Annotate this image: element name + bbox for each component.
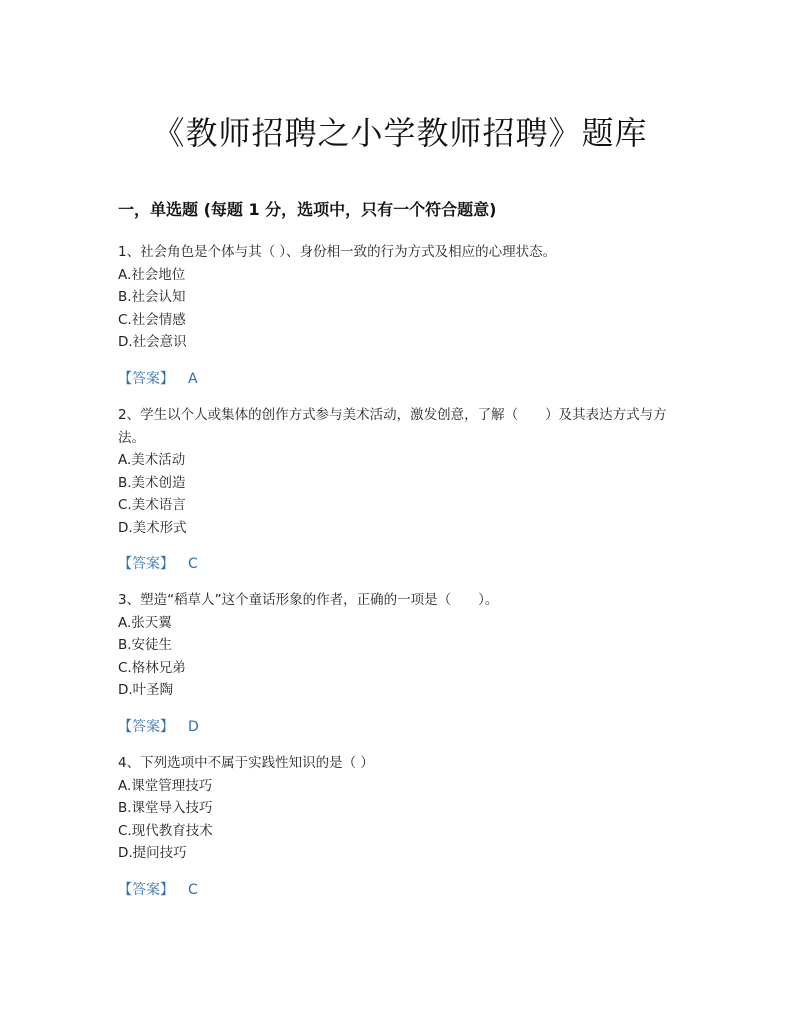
answer-label: 【答案】 bbox=[118, 881, 174, 898]
option-d: D.美术形式 bbox=[118, 519, 187, 536]
answer-line bbox=[118, 716, 678, 739]
option-d: D.提问技巧 bbox=[118, 845, 187, 861]
question-stem: 2、学生以个人或集体的创作方式参与美术活动，激发创意，了解（ ）及其表达方式与方法。 bbox=[118, 407, 667, 446]
answer-value: C bbox=[188, 556, 198, 572]
answer-line bbox=[118, 879, 678, 902]
option-c: C.社会情感 bbox=[118, 311, 186, 328]
question-stem: 3、塑造“稻草人”这个童话形象的作者，正确的一项是（ ）。 bbox=[118, 592, 499, 608]
answer-label: 【答案】 bbox=[118, 718, 174, 735]
answer-value: D bbox=[188, 718, 199, 735]
option-c: C.美术语言 bbox=[118, 497, 186, 513]
option-a: A.美术活动 bbox=[118, 452, 186, 468]
answer-line bbox=[118, 368, 678, 391]
option-b: B.美术创造 bbox=[118, 474, 186, 491]
question-4 bbox=[118, 752, 678, 901]
option-c: C.现代教育技术 bbox=[118, 822, 213, 839]
option-b: B.社会认知 bbox=[118, 289, 186, 305]
answer-label: 【答案】 bbox=[118, 370, 174, 387]
option-b: B.课堂导入技巧 bbox=[118, 800, 213, 816]
option-a: A.社会地位 bbox=[118, 266, 186, 283]
question-2 bbox=[118, 404, 678, 576]
answer-line bbox=[118, 553, 678, 576]
answer-value: A bbox=[188, 370, 198, 387]
option-c: C.格林兄弟 bbox=[118, 659, 186, 676]
option-a: A.张天翼 bbox=[118, 614, 172, 631]
answer-label: 【答案】 bbox=[118, 556, 174, 572]
option-d: D.叶圣陶 bbox=[118, 682, 174, 698]
question-stem: 4、下列选项中不属于实践性知识的是（ ） bbox=[118, 755, 374, 771]
option-b: B.安徒生 bbox=[118, 637, 173, 653]
document-title: 《教师招聘之小学教师招聘》题库 bbox=[152, 114, 648, 152]
option-a: A.课堂管理技巧 bbox=[118, 777, 213, 794]
answer-value: C bbox=[188, 881, 198, 898]
option-d: D.社会意识 bbox=[118, 334, 187, 350]
section-heading: 一，单选题 (每题 1 分，选项中，只有一个符合题意) bbox=[118, 200, 497, 219]
question-stem: 1、社会角色是个体与其（ ）、身份相一致的行为方式及相应的心理状态。 bbox=[118, 244, 557, 260]
question-3 bbox=[118, 589, 678, 738]
question-1 bbox=[118, 241, 678, 390]
